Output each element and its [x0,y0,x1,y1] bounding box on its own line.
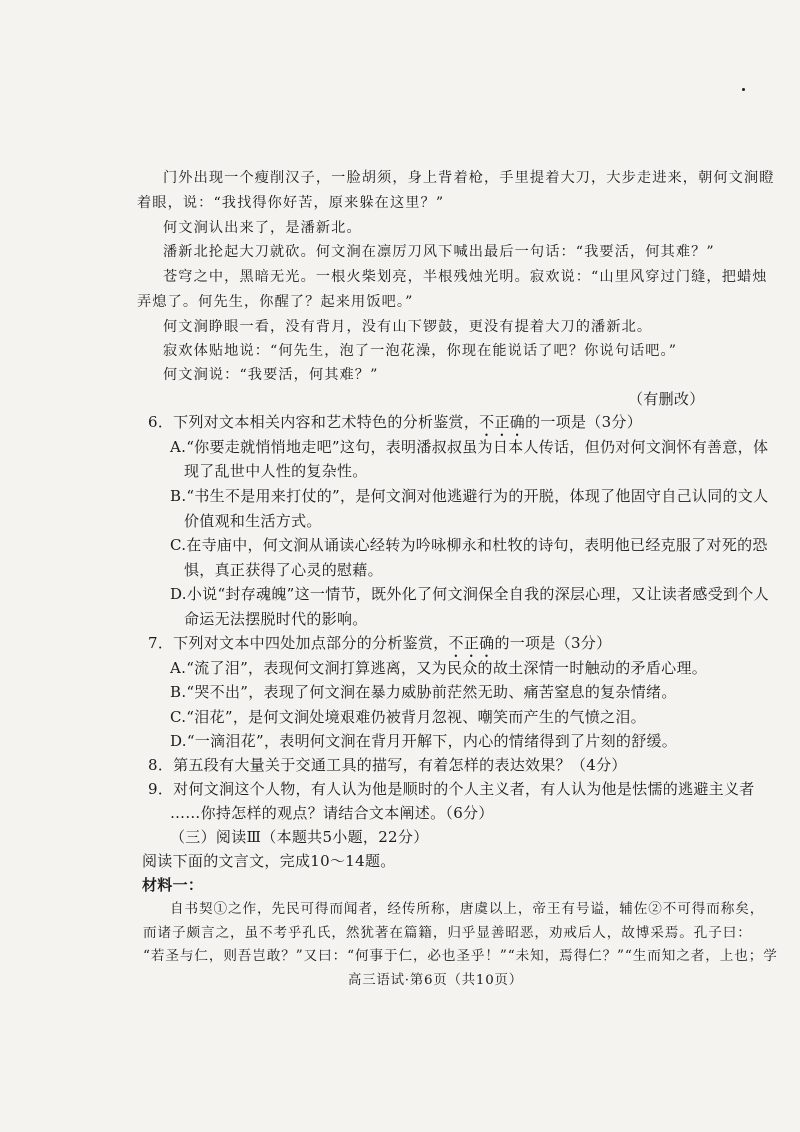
question-7-stem-points: 的一项是（3分） [494,634,612,652]
classical-text-line-2: 而诸子颇言之，虽不考乎孔氏，然犹著在篇籍，归乎显善昭恶，劝戒后人，故博采焉。孔子曰： [143,925,752,941]
scan-speck [742,88,745,91]
section-3-instruction: 阅读下面的文言文，完成10～14题。 [142,852,396,870]
question-6-option-a-line-1: A.“你要走就悄悄地走吧”这句，表明潘叔叔虽为日本人传话，但仍对何文涧怀有善意，体 [170,438,769,456]
question-6-stem [148,412,642,440]
question-6-option-b-line-2: 价值观和生活方式。 [184,512,322,530]
story-paragraph-5: 何文涧睁眼一看，没有背月，没有山下锣鼓，更没有提着大刀的潘新北。 [163,319,653,335]
page-footer: 高三语试·第6页（共10页） [348,973,523,988]
question-7-option-a: A.“流了泪”，表现何文涧打算逃离，又为民众的故土深情一时触动的矛盾心理。 [170,659,708,677]
material-1-label: 材料一： [142,876,204,894]
story-paragraph-7: 何文涧说：“我要活，何其难？” [163,367,379,383]
story-paragraph-4-line-2: 弄熄了。何先生，你醒了？起来用饭吧。” [137,294,414,310]
story-paragraph-3: 潘新北抡起大刀就砍。何文涧在凛厉刀风下喊出最后一句话：“我要活，何其难？” [163,244,715,260]
story-paragraph-4-line-1: 苍穹之中，黑暗无光。一根火柴划亮，半根残烛光明。寂欢说：“山里风穿过门缝，把蜡烛 [163,269,768,285]
question-6-option-d-line-1: D.小说“封存魂魄”这一情节，既外化了何文涧保全自我的深层心理，又让读者感受到个人 [170,585,769,603]
question-6-option-b-line-1: B.“书生不是用来打仗的”，是何文涧对他逃避行为的开脱，体现了他固守自己认同的文人 [170,487,769,505]
section-3-title: （三）阅读Ⅲ（本题共5小题，22分） [170,828,429,846]
question-7-stem [148,633,611,661]
question-6-option-c-line-2: 惧，真正获得了心灵的慰藉。 [184,561,383,579]
story-paragraph-6: 寂欢体贴地说：“何先生，泡了一泡花澡，你现在能说话了吧？你说句话吧。” [163,343,678,359]
question-6-stem-text: 6．下列对文本相关内容和艺术特色的分析鉴赏， [148,413,480,431]
question-7-emphasis: 不正确 [448,634,495,652]
story-paragraph-1-line-1: 门外出现一个瘦削汉子，一脸胡须，身上背着枪，手里提着大刀，大步走进来，朝何文涧瞪 [163,170,775,186]
question-7-option-d: D.“一滴泪花”，表明何文涧在背月开解下，内心的情绪得到了片刻的舒缓。 [170,732,678,750]
question-6-option-c-line-1: C.在寺庙中，何文涧从诵读心经转为吟咏柳永和杜牧的诗句，表明他已经克服了对死的恐 [170,536,768,554]
classical-text-line-1: 自书契①之作，先民可得而闻者，经传所称，唐虞以上，帝王有号谥，辅佐②不可得而称矣， [170,901,765,917]
question-7-stem-text: 7．下列对文本中四处加点部分的分析鉴赏， [148,634,449,652]
question-7-option-c: C.“泪花”，是何文涧处境艰难仍被背月忽视、嘲笑而产生的气愤之泪。 [170,708,646,726]
question-6-option-a-line-2: 现了乱世中人性的复杂性。 [184,462,368,480]
question-8: 8．第五段有大量关于交通工具的描写，有着怎样的表达效果？（4分） [148,756,627,774]
classical-text-line-3: “若圣与仁，则吾岂敢？”又曰：“何事于仁，必也圣乎！”“未知，焉得仁？”“生而知之者，上也；学 [143,948,778,964]
question-6-option-d-line-2: 命运无法摆脱时代的影响。 [184,610,368,628]
question-7-option-b: B.“哭不出”，表现了何文涧在暴力威胁前茫然无助、痛苦窒息的复杂情绪。 [170,683,677,701]
source-note: （有删改） [628,390,705,408]
question-6-emphasis: 不正确 [479,413,526,431]
story-paragraph-1-line-2: 着眼，说：“我找得你好苦，原来躲在这里？” [137,195,445,211]
question-6-stem-points: 的一项是（3分） [525,413,643,431]
question-9-line-2: ……你持怎样的观点？请结合文本阐述。（6分） [170,804,494,822]
story-paragraph-2: 何文涧认出来了，是潘新北。 [163,220,362,236]
question-9-line-1: 9．对何文涧这个人物，有人认为他是顺时的个人主义者，有人认为他是怯懦的逃避主义者 [148,780,755,798]
